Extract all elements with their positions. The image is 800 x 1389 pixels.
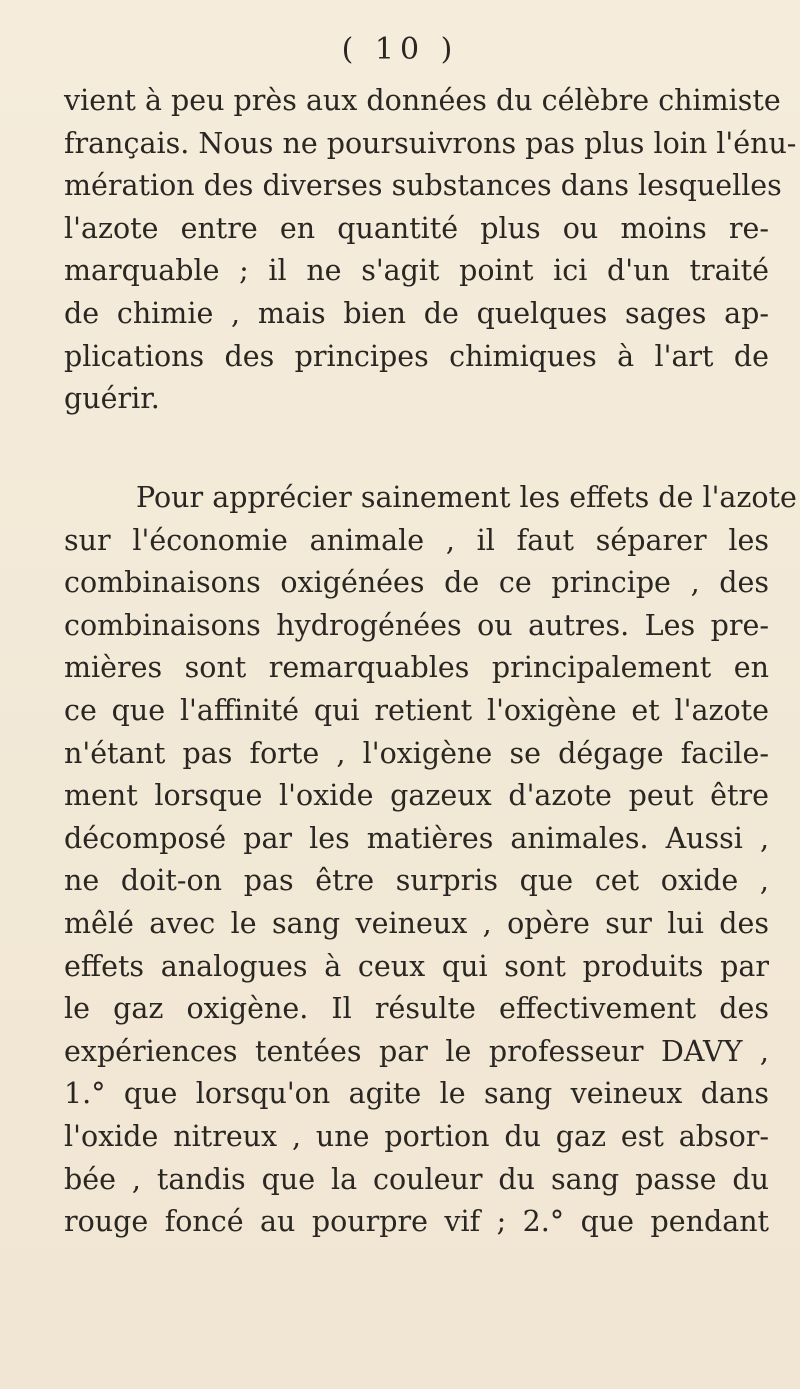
text-line: plications des principes chimiques à l'art de (64, 339, 769, 373)
text-line: combinaisons oxigénées de ce principe , des (64, 566, 769, 600)
text-line: bée , tandis que la couleur du sang passe du (64, 1162, 769, 1196)
text-line: de chimie , mais bien de quelques sages ap- (64, 296, 769, 330)
text-line: sur l'économie animale , il faut séparer les (64, 523, 769, 557)
text-line: ment lorsque l'oxide gazeux d'azote peut être (64, 779, 769, 813)
text-line: l'oxide nitreux , une portion du gaz est absor- (64, 1119, 769, 1153)
page-number: ( 10 ) (341, 32, 459, 67)
text-line: mération des diverses substances dans lesquelles (64, 169, 782, 203)
text-line: l'azote entre en quantité plus ou moins re- (64, 211, 769, 245)
text-line: expériences tentées par le professeur DAVY , (64, 1034, 769, 1068)
text-line: marquable ; il ne s'agit point ici d'un traité (64, 254, 769, 288)
paragraph-1 (64, 80, 797, 421)
text-line: 1.° que lorsqu'on agite le sang veineux dans (64, 1077, 769, 1111)
text-line: guérir. (64, 382, 160, 416)
text-line: français. Nous ne poursuivrons pas plus loin l'énu- (64, 126, 797, 160)
text-line: le gaz oxigène. Il résulte effectivement des (64, 992, 769, 1026)
text-line: ne doit-on pas être surpris que cet oxide , (64, 864, 769, 898)
text-line: effets analogues à ceux qui sont produits par (64, 949, 769, 983)
text-line: vient à peu près aux données du célèbre chimiste (64, 84, 781, 117)
text-line: rouge foncé au pourpre vif ; 2.° que pendant (64, 1205, 769, 1239)
text-line: mêlé avec le sang veineux , opère sur lui des (64, 906, 769, 940)
text-line: ce que l'affinité qui retient l'oxigène et l'azote (64, 693, 769, 727)
text-line: décomposé par les matières animales. Aussi , (64, 821, 769, 855)
text-line: n'étant pas forte , l'oxigène se dégage facile- (64, 736, 769, 770)
text-line: mières sont remarquables principalement en (64, 651, 769, 685)
paragraph-2 (64, 477, 797, 1244)
text-line: Pour apprécier sainement les effets de l'azote (136, 481, 797, 514)
text-line: combinaisons hydrogénées ou autres. Les pre- (64, 608, 769, 642)
